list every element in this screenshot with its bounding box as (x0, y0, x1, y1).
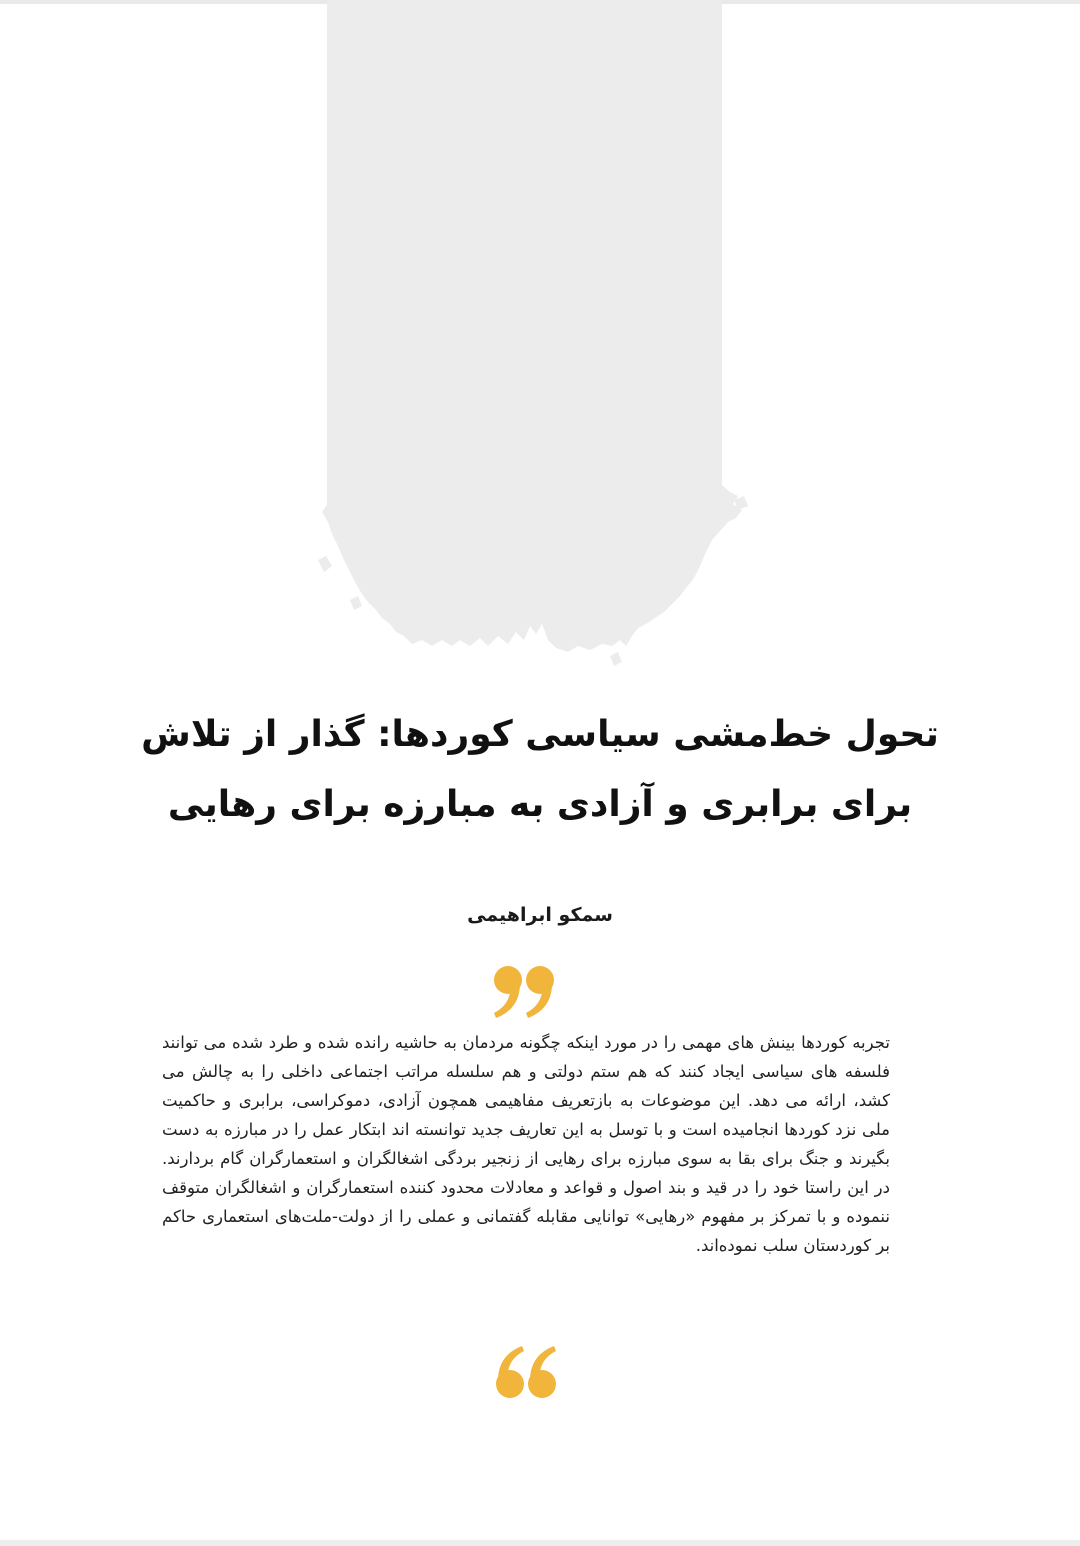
page-bottom-border (0, 1540, 1080, 1546)
author-name: سمکو ابراهیمی (467, 904, 613, 926)
article-body-paragraph: تجربه کوردها بینش های مهمی را در مورد اینکه چگونه مردمان به حاشیه رانده شده و طرد شده می توانند فلسفه های سیاسی ایجاد کنند که هم ستم دولتی و هم سلسله مراتب اجتماعی داخلی را به چالش می کشد، ارائه می دهد. این موضوعات به بازتعریف مفاهیمی همچون آزادی، دموکراسی، برابری و حاکمیت ملی نزد کوردها انجامیده است و با توسل به این تعاریف جدید توانسته اند ابتکار عمل را در مبارزه به دست بگیرند و جنگ برای بقا به سوی مبارزه برای رهایی از زنجیر بردگی اشغالگران و استعمارگران گام بردارند. در این راستا خود را در قید و بند اصول و قواعد و معادلات محدود کننده استعمارگران و اشغالگران متوقف ننموده و با تمرکز بر مفهوم «رهایی» توانایی مقابله گفتمانی و عملی را از دولت-ملت‌های استعماری حاکم بر کوردستان سلب نموده‌اند. (162, 1033, 890, 1255)
quote-close-icon (490, 1342, 560, 1402)
quote-open-icon (490, 962, 560, 1022)
gray-brush-stroke-graphic (310, 0, 760, 680)
article-title: تحول خط‌مشی سیاسی کوردها: گذار از تلاش برای برابری و آزادی به مبارزه برای رهایی (141, 714, 939, 825)
